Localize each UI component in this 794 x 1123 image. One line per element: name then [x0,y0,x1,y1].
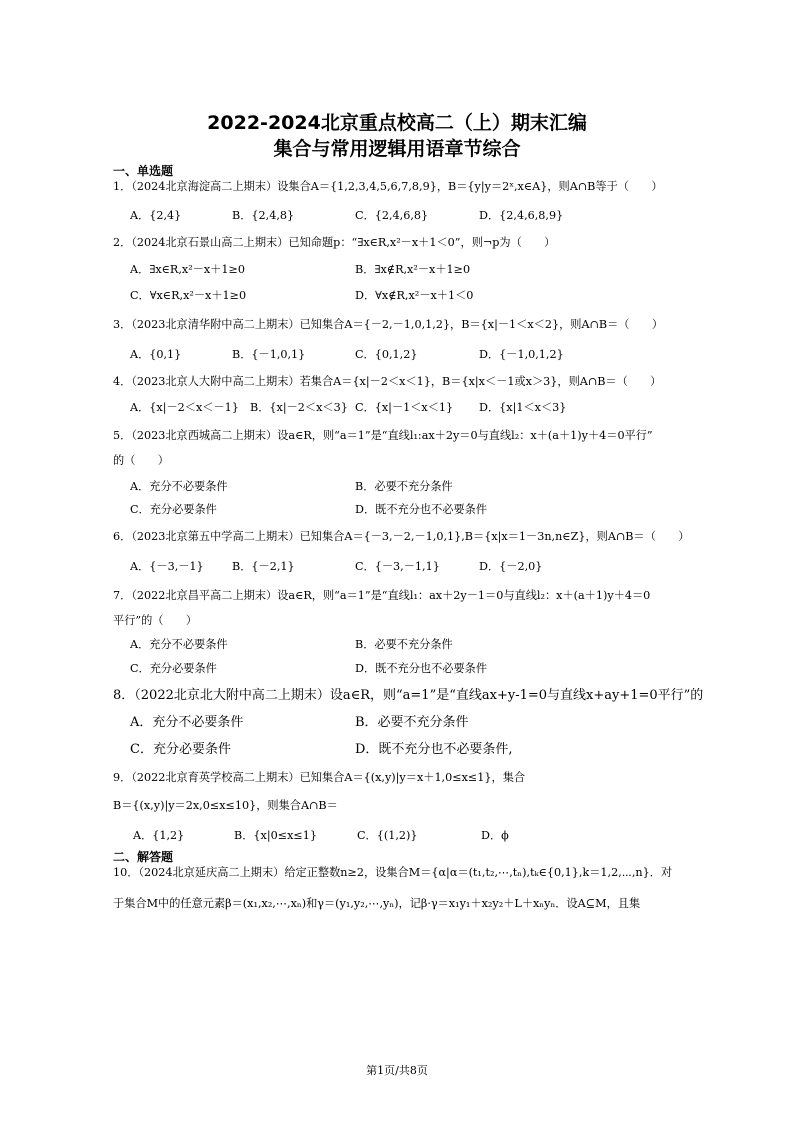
q8-option-a: A．充分不必要条件 [130,715,244,730]
q8-option-b: B．必要不充分条件 [355,715,469,730]
question-6: 6．（2023北京第五中学高二上期末）已知集合A＝{－3,－2,－1,0,1},B＝{x|x＝1－3n,n∈Z}，则A∩B＝（ ） [113,530,690,543]
q7-option-c: C．充分必要条件 [130,662,217,675]
q3-option-b: B．{－1,0,1} [232,348,306,361]
question-1: 1．（2024北京海淀高二上期末）设集合A＝{1,2,3,4,5,6,7,8,9}，B＝{y|y＝2ˣ,x∈A}，则A∩B等于（ ） [113,180,663,193]
q5-option-c: C．充分必要条件 [130,503,217,516]
q6-option-d: D．{－2,0} [479,560,543,573]
q9-option-b: B．{x|0≤x≤1} [234,829,318,842]
q8-option-d: D．既不充分也不必要条件, [355,742,513,757]
question-10-continued: 于集合M中的任意元素β＝(x₁,x₂,⋯,xₙ)和γ＝(y₁,y₂,⋯,yₙ)，记β·γ＝x₁y₁＋x₂y₂＋L＋xₙyₙ．设A⊆M，且集 [113,897,641,910]
q4-option-a: A．{x|－2＜x＜－1} [130,401,239,414]
question-2: 2．（2024北京石景山高二上期末）已知命题p：“∃x∈R,x²－x＋1＜0”，则¬p为（ ） [113,236,556,249]
q1-option-b: B．{2,4,8} [232,209,295,222]
q2-option-d: D．∀x∉R,x²－x＋1＜0 [355,289,474,302]
question-3: 3．（2023北京清华附中高二上期末）已知集合A＝{－2,－1,0,1,2}，B＝{x|－1＜x＜2}，则A∩B＝（ ） [113,318,664,331]
q2-option-b: B．∃x∉R,x²－x＋1≥0 [355,263,471,276]
section-heading-free-response: 二、解答题 [113,850,174,864]
question-8: 8．（2022北京北大附中高二上期末）设a∈R，则“a=1”是“直线ax+y-1=0与直线x+ay+1=0平行”的 [113,688,704,703]
question-4: 4．（2023北京人大附中高二上期末）若集合A＝{x|－2＜x＜1}，B＝{x|x＜－1或x＞3}，则A∩B＝（ ） [113,375,662,388]
document-title: 2022-2024北京重点校高二（上）期末汇编 [207,112,587,134]
q4-option-d: D．{x|1＜x＜3} [479,401,567,414]
q2-option-a: A．∃x∈R,x²－x＋1≥0 [130,263,245,276]
question-7: 7．（2022北京昌平高二上期末）设a∈R，则“a＝1”是“直线l₁：ax＋2y－1＝0与直线l₂：x＋(a＋1)y＋4＝0 [113,589,651,602]
q5-option-a: A．充分不必要条件 [130,480,228,493]
q3-option-c: C．{0,1,2} [355,348,418,361]
q9-option-c: C．{(1,2)} [357,829,418,842]
q2-option-c: C．∀x∈R,x²－x＋1≥0 [130,289,247,302]
question-9: 9．（2022北京育英学校高二上期末）已知集合A＝{(x,y)|y＝x＋1,0≤x≤1}，集合 [113,771,526,784]
q3-option-a: A．{0,1} [130,348,182,361]
q4-option-b: B．{x|－2＜x＜3} [250,401,348,414]
section-heading-single-choice: 一、单选题 [113,164,174,178]
q7-option-d: D．既不充分也不必要条件 [355,662,488,675]
question-7-continued: 平行”的（ ） [113,614,198,627]
q6-option-b: B．{－2,1} [232,560,295,573]
document-subtitle: 集合与常用逻辑用语章节综合 [273,138,521,160]
q1-option-d: D．{2,4,6,8,9} [479,209,564,222]
q4-option-c: C．{x|－1＜x＜1} [355,401,454,414]
question-9-continued: B＝{(x,y)|y＝2x,0≤x≤10}，则集合A∩B＝ [113,799,338,812]
q6-option-c: C．{－3,－1,1} [355,560,440,573]
q1-option-a: A．{2,4} [130,209,182,222]
page-number-footer: 第1页/共8页 [366,1064,428,1077]
q1-option-c: C．{2,4,6,8} [355,209,429,222]
q5-option-b: B．必要不充分条件 [355,480,453,493]
q7-option-b: B．必要不充分条件 [355,638,453,651]
question-10: 10．（2024北京延庆高二上期末）给定正整数n≥2，设集合M＝{α|α＝(t₁,t₂,⋯,tₙ),tₖ∈{0,1},k＝1,2,⋯,n}．对 [113,866,673,879]
q7-option-a: A．充分不必要条件 [130,638,228,651]
q8-option-c: C．充分必要条件 [130,742,231,757]
question-5: 5．（2023北京西城高二上期末）设a∈R，则“a＝1”是“直线l₁:ax＋2y＝0与直线l₂：x＋(a＋1)y＋4＝0平行” [113,429,653,442]
q5-option-d: D．既不充分也不必要条件 [355,503,488,516]
q9-option-a: A．{1,2} [133,829,185,842]
q9-option-d: D．ϕ [481,829,509,842]
question-5-continued: 的（ ） [113,454,169,467]
q6-option-a: A．{－3,－1} [130,560,204,573]
q3-option-d: D．{－1,0,1,2} [479,348,564,361]
